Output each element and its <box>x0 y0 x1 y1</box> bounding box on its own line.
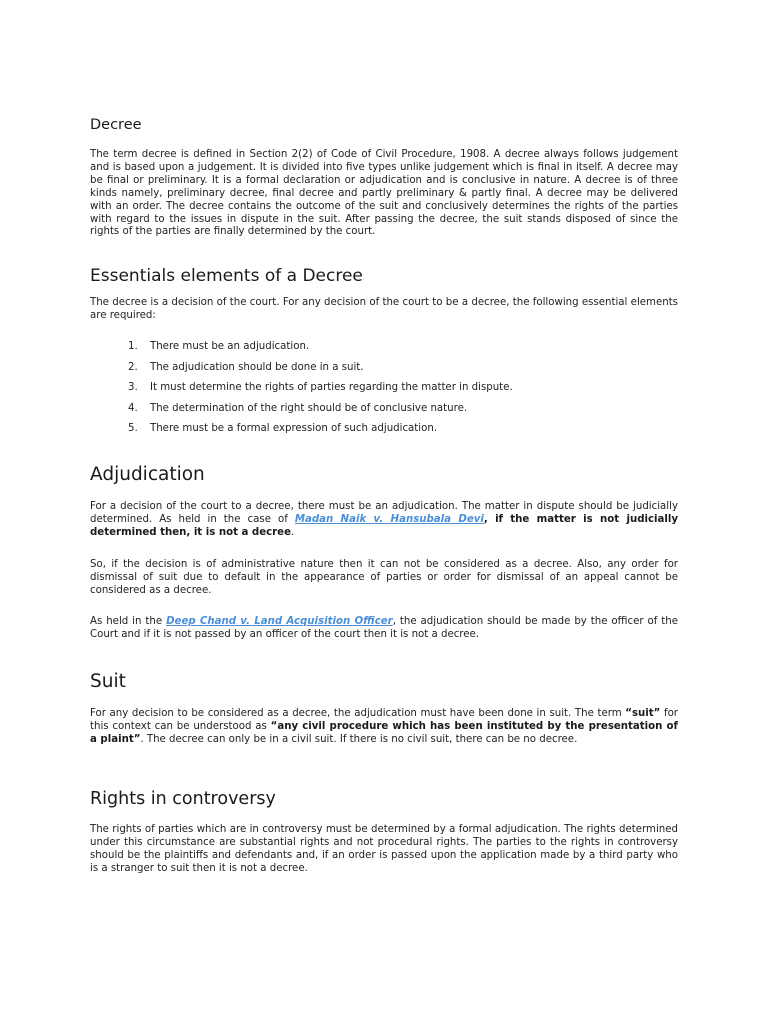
list-item-number: 3. <box>128 382 138 393</box>
list-item-text: The adjudication should be done in a suit. <box>150 361 364 373</box>
suit-text-middle: for this context can be understood as <box>90 708 678 732</box>
adjudication-3-text-start: As held in the <box>90 616 167 627</box>
paragraph-suit <box>90 708 678 747</box>
list-item <box>90 341 678 362</box>
adjudication-3-text-end: , the adjudication should be made by the officer of the Court and if it is not passed by an officer of the court then it is not a decree. <box>90 616 678 640</box>
case-link-madan-naik[interactable]: Madan Naik v. Hansubala Devi <box>294 513 484 525</box>
heading-essentials: Essentials elements of a Decree <box>90 266 363 286</box>
adjudication-text-start: For a decision of the court to a decree, there must be an adjudication. The matter in dispute should be judicially determined. As held in the case of <box>90 501 678 525</box>
paragraph-adjudication-3 <box>90 616 678 642</box>
list-item <box>90 423 678 444</box>
heading-rights-in-controversy: Rights in controversy <box>90 789 276 809</box>
list-item-text: There must be an adjudication. <box>150 341 310 352</box>
list-item <box>90 403 678 424</box>
suit-text-start: For any decision to be considered as a decree, the adjudication must have been done in suit. The term <box>90 708 626 719</box>
list-item-number: 1. <box>128 341 138 352</box>
list-item-text: The determination of the right should be of conclusive nature. <box>150 402 468 414</box>
paragraph-decree-definition: The term decree is defined in Section 2(2) of Code of Civil Procedure, 1908. A decree always follows judgement and is based upon a judgement. It is divided into five types unlike judgement which is final in itself. A decree may be final or preliminary. It is a formal declaration or adjudication and is conclusive in nature. A decree is of three kinds namely, preliminary decree, final decree and partly preliminary & partly final. A decree may be delivered with an order. The decree contains the outcome of the suit and conclusively determines the rights of the parties with regard to the issues in dispute in the suit. After passing the decree, the suit stands disposed of since the rights of the parties are finally determined by the court. <box>90 149 678 238</box>
list-item-number: 2. <box>128 361 138 373</box>
heading-suit: Suit <box>90 671 126 692</box>
adjudication-bold-statement: , if the matter is not judicially determined then, it is not a decree <box>90 513 679 538</box>
adjudication-text-end: . <box>291 526 295 538</box>
list-item-text: It must determine the rights of parties regarding the matter in dispute. <box>150 382 513 393</box>
heading-decree: Decree <box>90 117 142 133</box>
suit-term-bold: “suit” <box>625 708 661 719</box>
paragraph-adjudication-1 <box>90 501 678 540</box>
heading-adjudication: Adjudication <box>90 464 205 485</box>
list-item <box>90 382 678 403</box>
suit-text-end: . The decree can only be in a civil suit. If there is no civil suit, there can be no decree. <box>140 733 578 745</box>
case-link-deep-chand[interactable]: Deep Chand v. Land Acquisition Officer <box>166 616 393 627</box>
list-item <box>90 362 678 383</box>
list-item-number: 5. <box>128 423 138 434</box>
paragraph-adjudication-2: So, if the decision is of administrative nature then it can not be considered as a decree. Also, any order for dismissal of suit due to default in the appearance of parties or order for dismissal of an appeal cannot be considered as a decree. <box>90 559 678 596</box>
essentials-list <box>90 341 678 444</box>
list-item-number: 4. <box>128 402 138 414</box>
list-item-text: There must be a formal expression of such adjudication. <box>150 423 438 434</box>
paragraph-rights: The rights of parties which are in controversy must be determined by a formal adjudication. The rights determined under this circumstance are substantial rights and not procedural rights. The parties to the rights in controversy should be the plaintiffs and defendants and, if an order is passed upon the application made by a third party who is a stranger to suit then it is not a decree. <box>90 824 678 874</box>
suit-definition-bold: “any civil procedure which has been instituted by the presentation of a plaint” <box>90 720 678 745</box>
paragraph-essentials-intro: The decree is a decision of the court. For any decision of the court to be a decree, the following essential elements are required: <box>90 297 678 321</box>
